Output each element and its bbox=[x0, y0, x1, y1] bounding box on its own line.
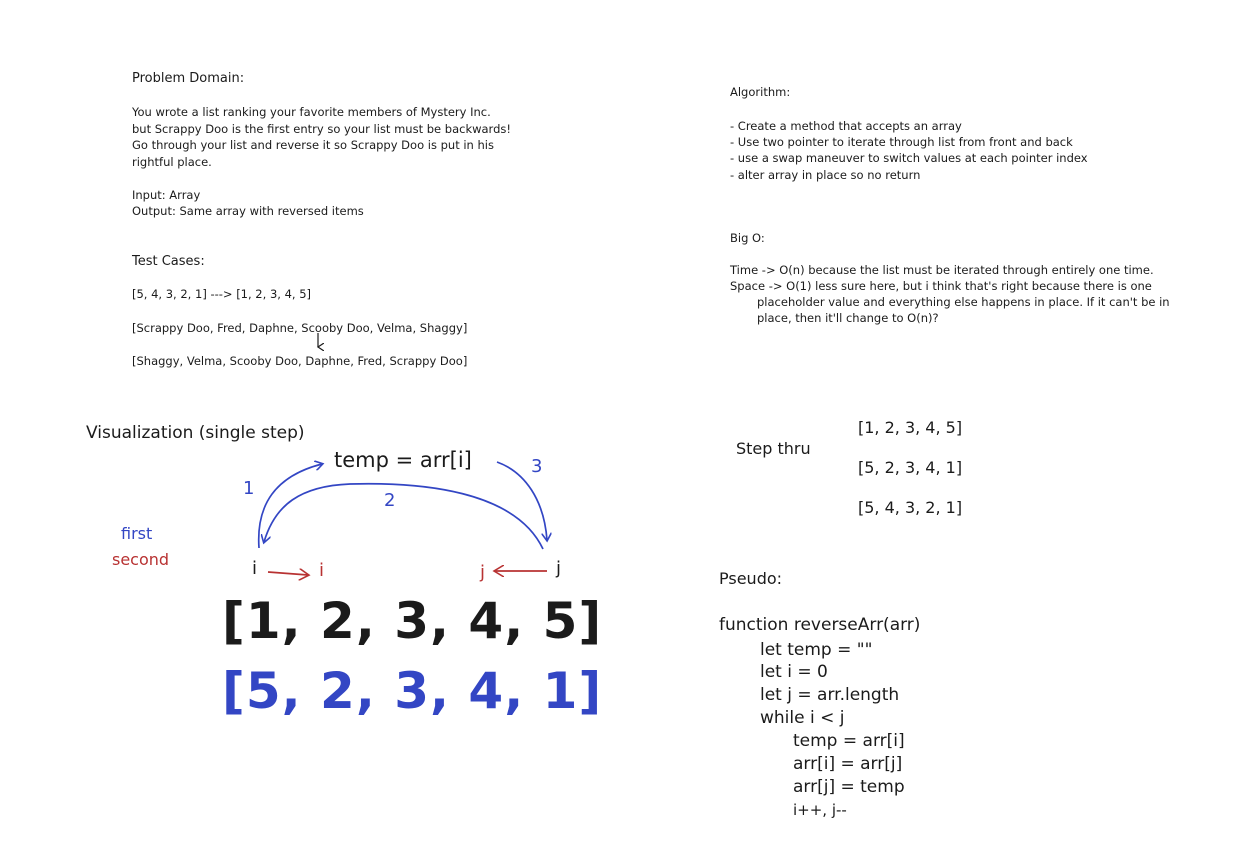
pseudo-line-2: let temp = "" bbox=[760, 640, 873, 660]
algorithm-step-3: - use a swap maneuver to switch values at each pointer index bbox=[730, 151, 1088, 165]
pseudo-line-5: while i < j bbox=[760, 708, 845, 728]
legend-second: second bbox=[112, 550, 170, 569]
arrow-step-3 bbox=[497, 462, 547, 540]
bigo-space-1: Space -> O(1) less sure here, but i think that's right because there is one bbox=[730, 279, 1152, 293]
step-3-label: 3 bbox=[531, 456, 543, 477]
algorithm-step-2: - Use two pointer to iterate through list from front and back bbox=[730, 135, 1073, 149]
test-case-names-after: [Shaggy, Velma, Scooby Doo, Daphne, Fred, Scrappy Doo] bbox=[132, 354, 468, 368]
pseudo-line-3: let i = 0 bbox=[760, 662, 828, 682]
pointer-i-next: i bbox=[319, 560, 325, 581]
pseudo-line-1: function reverseArr(arr) bbox=[719, 615, 921, 635]
pseudo-line-8: arr[j] = temp bbox=[793, 777, 905, 797]
temp-label: temp = arr[i] bbox=[334, 448, 472, 472]
bigo-time: Time -> O(n) because the list must be iterated through entirely one time. bbox=[730, 263, 1154, 277]
step-thru-label: Step thru bbox=[736, 439, 811, 458]
bigo-space-3: place, then it'll change to O(n)? bbox=[757, 311, 939, 325]
pointer-j-next: j bbox=[480, 562, 486, 583]
arrow-step-1 bbox=[259, 464, 322, 548]
array-original: [1, 2, 3, 4, 5] bbox=[222, 592, 603, 650]
pseudo-line-7: arr[i] = arr[j] bbox=[793, 754, 903, 774]
algorithm-step-4: - alter array in place so no return bbox=[730, 168, 921, 182]
test-case-numbers: [5, 4, 3, 2, 1] ---> [1, 2, 3, 4, 5] bbox=[132, 287, 311, 301]
pseudo-line-9: i++, j-- bbox=[793, 801, 847, 819]
input-spec: Input: Array bbox=[132, 188, 201, 202]
bigo-heading: Big O: bbox=[730, 231, 765, 245]
arrow-step-2 bbox=[264, 484, 543, 549]
problem-heading: Problem Domain: bbox=[132, 71, 245, 86]
algorithm-step-1: - Create a method that accepts an array bbox=[730, 119, 962, 133]
output-spec: Output: Same array with reversed items bbox=[132, 204, 364, 218]
pointer-j: j bbox=[556, 558, 562, 579]
step-thru-row-1: [1, 2, 3, 4, 5] bbox=[858, 418, 963, 437]
bigo-space-2: placeholder value and everything else happens in place. If it can't be in bbox=[757, 295, 1170, 309]
step-thru-row-3: [5, 4, 3, 2, 1] bbox=[858, 498, 963, 517]
test-case-names-before: [Scrappy Doo, Fred, Daphne, Scooby Doo, Velma, Shaggy] bbox=[132, 321, 468, 335]
algorithm-heading: Algorithm: bbox=[730, 85, 791, 99]
pointer-i: i bbox=[252, 558, 258, 579]
legend-first: first bbox=[121, 524, 153, 543]
step-2-label: 2 bbox=[384, 490, 396, 511]
pseudo-line-6: temp = arr[i] bbox=[793, 731, 905, 751]
pseudo-heading: Pseudo: bbox=[719, 569, 783, 588]
problem-line-2: but Scrappy Doo is the first entry so your list must be backwards! bbox=[132, 122, 511, 136]
pseudo-line-4: let j = arr.length bbox=[760, 685, 900, 705]
problem-line-4: rightful place. bbox=[132, 155, 212, 169]
arrow-i-advance bbox=[268, 572, 308, 575]
test-cases-heading: Test Cases: bbox=[132, 254, 205, 269]
problem-line-3: Go through your list and reverse it so Scrappy Doo is put in his bbox=[132, 138, 494, 152]
array-swapped: [5, 2, 3, 4, 1] bbox=[222, 662, 603, 720]
visualization-title: Visualization (single step) bbox=[86, 423, 305, 443]
problem-line-1: You wrote a list ranking your favorite members of Mystery Inc. bbox=[132, 105, 491, 119]
step-thru-row-2: [5, 2, 3, 4, 1] bbox=[858, 458, 963, 477]
step-1-label: 1 bbox=[243, 478, 255, 499]
